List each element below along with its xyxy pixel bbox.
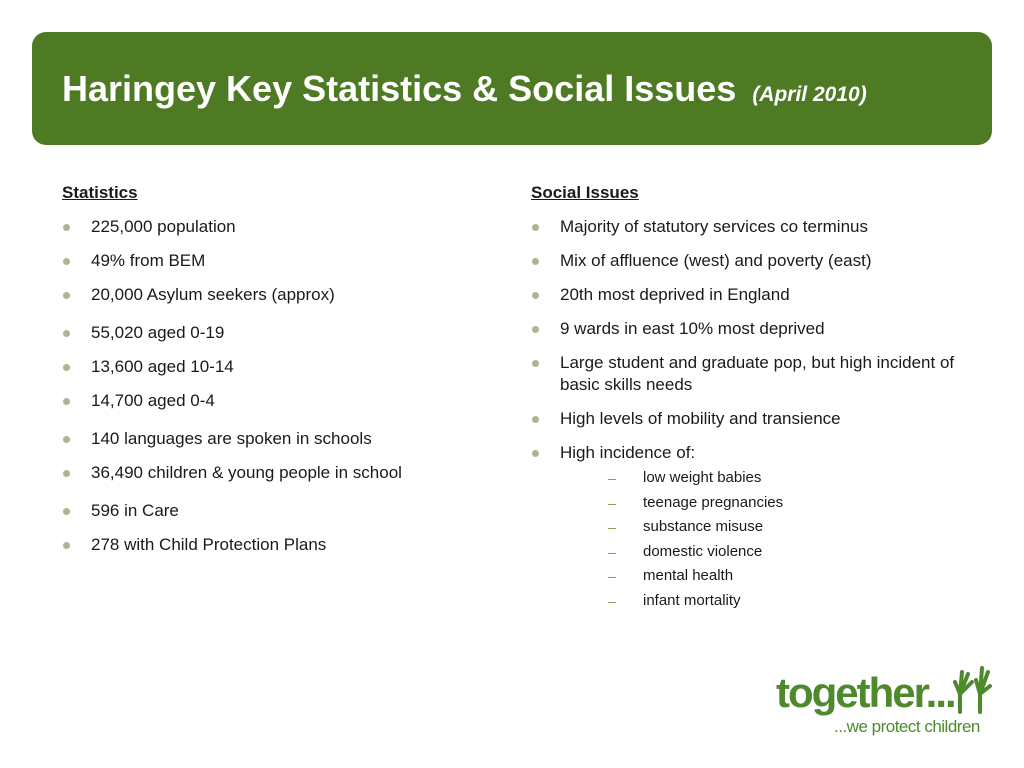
bullet-icon [63,224,70,231]
list-item [531,250,961,272]
list-item [531,284,961,306]
list-item-text: 596 in Care [91,501,179,520]
list-item [62,534,482,556]
bullet-icon [63,258,70,265]
bullet-icon [63,398,70,405]
title-banner [32,32,992,145]
hands-icon [952,660,992,716]
list-item-text: Large student and graduate pop, but high incident of basic skills needs [560,353,955,394]
list-item-text: 225,000 population [91,217,236,236]
dash-icon: – [608,543,616,560]
social-issues-list [531,216,961,611]
list-item-text: 36,490 children & young people in school [91,463,402,482]
incidence-sublist [560,468,961,611]
bullet-icon [63,436,70,443]
list-item-text: 13,600 aged 10-14 [91,357,234,376]
slide-title-text: Haringey Key Statistics & Social Issues [62,67,737,109]
slide-subtitle: (April 2010) [752,82,867,106]
logo-wordmark: together... [776,669,955,716]
statistics-column [62,182,482,568]
bullet-icon [63,542,70,549]
social-issues-heading: Social Issues [531,183,639,202]
list-item [62,462,482,484]
bullet-icon [532,416,539,423]
sub-list-item-text: infant mortality [643,591,741,609]
list-item [531,216,961,238]
bullet-icon [532,326,539,333]
bullet-icon [63,364,70,371]
sub-list-item-text: low weight babies [643,469,762,486]
social-issues-column [531,182,961,623]
bullet-icon [63,470,70,477]
dash-icon: – [608,494,616,511]
list-item [62,250,482,272]
list-item-text: High incidence of: [560,443,696,462]
sub-list-item-text: domestic violence [643,542,763,560]
sub-list-item-text: mental health [643,567,734,584]
list-item [62,500,482,522]
bullet-icon [532,292,539,299]
statistics-list [62,216,482,556]
dash-icon: – [608,568,616,584]
list-item-text: High levels of mobility and transience [560,409,841,428]
list-item [531,352,961,396]
sub-list-item-text: teenage pregnancies [643,493,784,511]
list-item-text: 49% from BEM [91,251,206,270]
list-item-text: 140 languages are spoken in schools [91,429,372,448]
logo-tagline: ...we protect children [834,717,980,736]
list-item [62,284,482,306]
list-item [531,408,961,430]
bullet-icon [532,360,539,367]
sub-list-item [560,591,961,611]
slide-title [62,67,867,109]
list-item [531,442,961,611]
sub-list-item-text: substance misuse [643,518,764,535]
bullet-icon [532,450,539,457]
sub-list-item [560,566,961,586]
dash-icon: – [608,592,616,609]
sub-list-item [560,493,961,513]
dash-icon: – [608,519,616,535]
list-item-text: 20th most deprived in England [560,285,790,304]
bullet-icon [63,330,70,337]
list-item-text: Majority of statutory services co terminus [560,217,868,236]
list-item-text: 55,020 aged 0-19 [91,323,225,342]
sub-list-item [560,468,961,488]
bullet-icon [63,292,70,299]
list-item [531,318,961,340]
list-item-text: Mix of affluence (west) and poverty (east) [560,251,872,270]
list-item [62,428,482,450]
statistics-heading: Statistics [62,183,138,202]
list-item-text: 9 wards in east 10% most deprived [560,319,825,338]
list-item [62,322,482,344]
list-item-text: 20,000 Asylum seekers (approx) [91,285,335,304]
bullet-icon [532,224,539,231]
sub-list-item [560,517,961,537]
list-item-text: 14,700 aged 0-4 [91,391,215,410]
together-logo [776,660,996,740]
sub-list-item [560,542,961,562]
bullet-icon [63,508,70,515]
list-item-text: 278 with Child Protection Plans [91,535,327,554]
list-item [62,390,482,412]
list-item [62,216,482,238]
bullet-icon [532,258,539,265]
dash-icon: – [608,470,616,486]
list-item [62,356,482,378]
